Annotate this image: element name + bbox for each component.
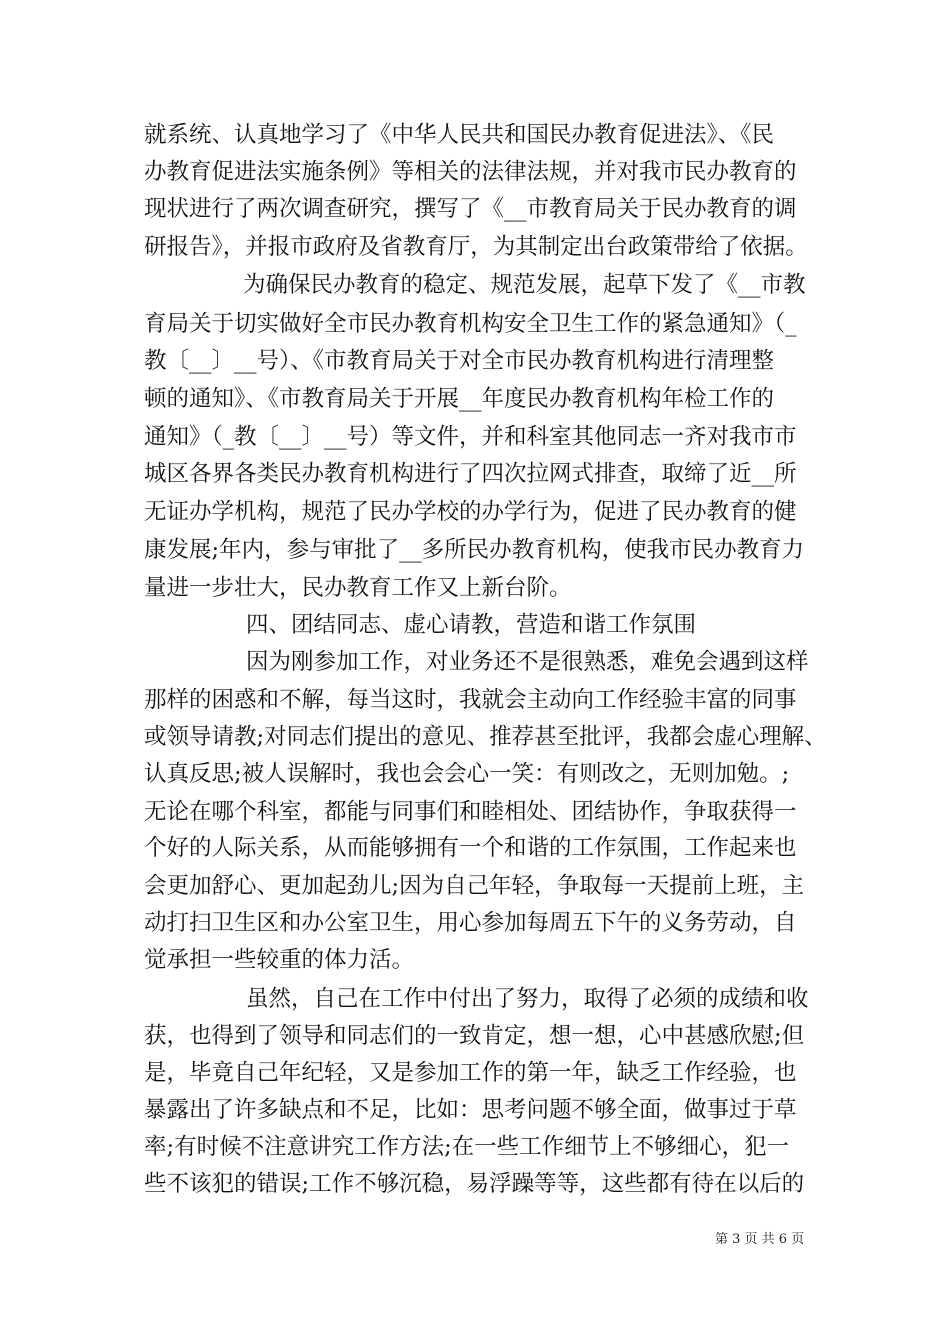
section-heading: 四、团结同志、虚心请教，营造和谐工作氛围 xyxy=(246,612,697,638)
text-line: 觉承担一些较重的体力活。 xyxy=(144,947,415,973)
text-line: 或领导请教;对同志们提出的意见、推荐甚至批评，我都会虚心理解、 xyxy=(144,724,827,750)
text-line: 那样的困惑和不解，每当这时，我就会主动向工作经验丰富的同事 xyxy=(144,687,797,713)
text-line: 虽然，自己在工作中付出了努力，取得了必须的成绩和收 xyxy=(246,986,809,1012)
text-line: 是，毕竟自己年纪轻，又是参加工作的第一年，缺乏工作经验，也 xyxy=(144,1060,797,1086)
text-line: 为确保民办教育的稳定、规范发展，起草下发了《__市教 xyxy=(243,272,806,298)
text-line: 量进一步壮大，民办教育工作又上新台阶。 xyxy=(144,575,572,601)
text-line: 获，也得到了领导和同志们的一致肯定，想一想，心中甚感欣慰;但 xyxy=(144,1023,805,1049)
text-line: 因为刚参加工作，对业务还不是很熟悉，难免会遇到这样 xyxy=(246,649,809,675)
text-line: 顿的通知》、《市教育局关于开展__年度民办教育机构年检工作的 xyxy=(144,386,775,412)
text-line: 办教育促进法实施条例》等相关的法律法规，并对我市民办教育的 xyxy=(144,159,797,185)
text-line: 个好的人际关系，从而能够拥有一个和谐的工作氛围，工作起来也 xyxy=(144,835,797,861)
text-line: 暴露出了许多缺点和不足，比如：思考问题不够全面，做事过于草 xyxy=(144,1097,797,1123)
text-line: 动打扫卫生区和办公室卫生，用心参加每周五下午的义务劳动，自 xyxy=(144,910,797,936)
text-line: 育局关于切实做好全市民办教育机构安全卫生工作的紧急通知》（_ xyxy=(144,311,797,337)
text-line: 率;有时候不注意讲究工作方法;在一些工作细节上不够细心，犯一 xyxy=(144,1134,790,1160)
text-line: 康发展;年内，参与审批了__多所民办教育机构，使我市民办教育力 xyxy=(144,537,805,563)
page-number: 第 3 页 共 6 页 xyxy=(715,1232,805,1247)
text-line: 无证办学机构，规范了民办学校的办学行为，促进了民办教育的健 xyxy=(144,499,797,525)
text-line: 会更加舒心、更加起劲儿;因为自己年轻，争取每一天提前上班，主 xyxy=(144,873,805,899)
text-line: 就系统、认真地学习了《中华人民共和国民办教育促进法》、《民 xyxy=(144,122,775,148)
text-line: 通知》（_教〔__〕__号）等文件，并和科室其他同志一齐对我市市 xyxy=(144,424,797,450)
text-line: 无论在哪个科室，都能与同事们和睦相处、团结协作，争取获得一 xyxy=(144,799,797,825)
text-line: 认真反思;被人误解时，我也会会心一笑：有则改之，无则加勉。; xyxy=(144,761,790,787)
text-line: 研报告》，并报市政府及省教育厅，为其制定出台政策带给了依据。 xyxy=(144,234,808,260)
text-line: 些不该犯的错误;工作不够沉稳，易浮躁等等，这些都有待在以后的 xyxy=(144,1171,805,1197)
text-line: 城区各界各类民办教育机构进行了四次拉网式排查，取缔了近__所 xyxy=(144,461,797,487)
text-line: 教〔__〕__号）、《市教育局关于对全市民办教育机构进行清理整 xyxy=(144,348,775,374)
text-line: 现状进行了两次调查研究，撰写了《__市教育局关于民办教育的调 xyxy=(144,196,797,222)
